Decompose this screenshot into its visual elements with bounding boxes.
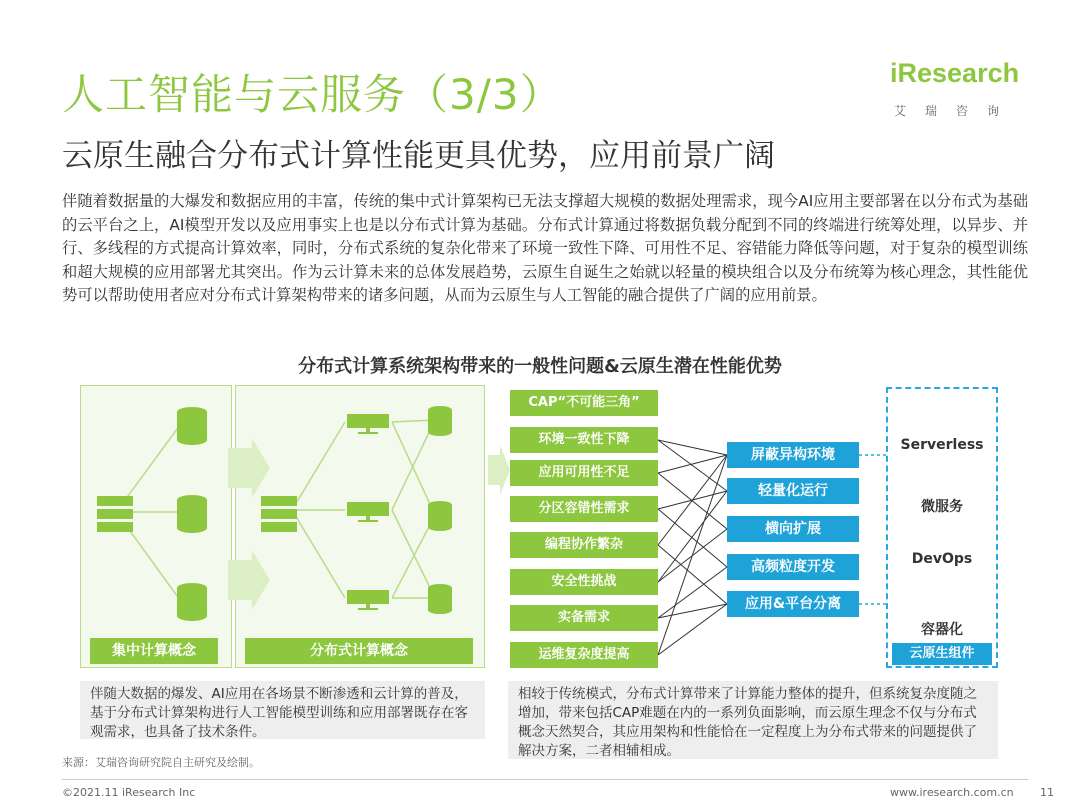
issue-item: 安全性挑战 — [510, 569, 658, 595]
page-number: 11 — [1040, 786, 1054, 799]
database-icon — [428, 501, 452, 531]
server-icon — [97, 496, 133, 532]
advantage-item: 横向扩展 — [727, 516, 859, 542]
logo-text: iResearch — [890, 58, 1020, 88]
issue-item: 分区容错性需求 — [510, 496, 658, 522]
website-link[interactable]: www.iresearch.com.cn — [890, 786, 1014, 799]
issue-item: 实备需求 — [510, 605, 658, 631]
note-right: 相较于传统模式，分布式计算带来了计算能力整体的提升，但系统复杂度随之增加，带来包括CAP难题在内的一系列负面影响，而云原生理念不仅与分布式概念天然契合，其应用架构和性能恰在一定程度上为分布式带来的问题提供了解决方案，二者相辅相成。 — [508, 681, 998, 759]
note-left: 伴随大数据的爆发、AI应用在各场景不断渗透和云计算的普及，基于分布式计算架构进行人工智能模型训练和应用部署既存在客观需求，也具备了技术条件。 — [80, 681, 485, 739]
issue-item: 运维复杂度提高 — [510, 642, 658, 668]
component-label: Serverless — [900, 437, 984, 453]
database-icon — [177, 495, 207, 533]
database-icon — [428, 406, 452, 436]
advantage-item: 应用&平台分离 — [727, 591, 859, 617]
issue-item: 编程协作繁杂 — [510, 532, 658, 558]
advantage-item: 高频粒度开发 — [727, 554, 859, 580]
database-icon — [177, 583, 207, 621]
component-label: 容器化 — [921, 622, 963, 638]
database-icon — [177, 407, 207, 445]
issue-item: 环境一致性下降 — [510, 427, 658, 453]
cloud-native-label: 云原生组件 — [892, 643, 992, 665]
component-label: 微服务 — [921, 499, 963, 515]
server-icon — [261, 496, 297, 532]
logo-subtext: 艾瑞咨询 — [894, 104, 1019, 118]
centralized-links — [125, 425, 180, 600]
arrow-shape — [488, 445, 510, 495]
page-title: 人工智能与云服务（3/3） — [62, 70, 563, 119]
database-icon — [428, 584, 452, 614]
footer-divider — [62, 779, 1028, 780]
server-icon — [347, 502, 389, 522]
arrow-shape — [228, 550, 270, 610]
intro-paragraph: 伴随着数据量的大爆发和数据应用的丰富，传统的集中式计算架构已无法支撑超大规模的数据处理需求，现今AI应用主要部署在以分布式为基础的云平台之上，AI模型开发以及应用事实上也是以分布式计算为基础。分布式计算通过将数据负载分配到不同的终端进行统筹处理，以异步、并行、多线程的方式提高计算效率，同时，分布式系统的复杂化带来了环境一致性下降、可用性不足、容错能力降低等问题，对于复杂的模型训练和超大规模的应用部署尤其突出。作为云计算未来的总体发展趋势，云原生自诞生之始就以轻量的模块组合以及分布统筹为核心理念，其性能优势可以帮助使用者应对分布式计算架构带来的诸多问题，从而为云原生与人工智能的融合提供了广阔的应用前景。 — [62, 192, 1028, 304]
page-subtitle: 云原生融合分布式计算性能更具优势，应用前景广阔 — [62, 138, 775, 174]
diagram-title: 分布式计算系统架构带来的一般性问题&云原生潜在性能优势 — [298, 356, 782, 377]
server-icon — [347, 590, 389, 610]
copyright: ©2021.11 iResearch Inc — [62, 786, 196, 799]
source-note: 来源：艾瑞咨询研究院自主研究及绘制。 — [62, 756, 260, 769]
component-label: DevOps — [911, 551, 973, 567]
centralized-label: 集中计算概念 — [90, 638, 218, 664]
issue-advantage-links — [658, 440, 727, 655]
advantage-cloud-links — [859, 455, 886, 604]
distributed-label: 分布式计算概念 — [245, 638, 473, 664]
issue-item: CAP“不可能三角” — [510, 390, 658, 416]
server-icon — [347, 414, 389, 434]
advantage-item: 轻量化运行 — [727, 478, 859, 504]
advantage-item: 屏蔽异构环境 — [727, 442, 859, 468]
issue-item: 应用可用性不足 — [510, 460, 658, 486]
arrow-shape — [228, 438, 270, 498]
